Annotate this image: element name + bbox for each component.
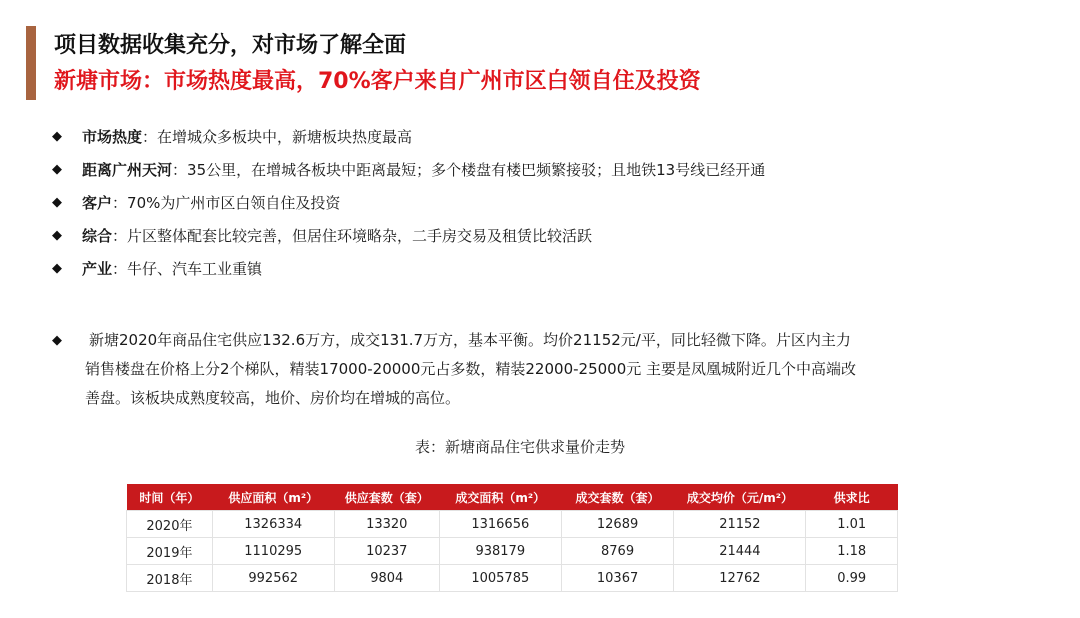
table-cell: 938179 [439,538,561,565]
table-cell: 1110295 [212,538,334,565]
table-cell: 1.01 [806,511,898,538]
diamond-bullet-icon: ◆ [52,195,62,210]
bullet-separator: ： [142,128,158,146]
bullet-label: 市场热度 [82,128,143,146]
table-cell: 2020年 [127,511,213,538]
supply-demand-table [126,484,898,592]
table-row [127,511,898,538]
page-subtitle: 新塘市场：市场热度最高，70%客户来自广州市区白领自住及投资 [54,69,701,94]
table-cell: 1316656 [439,511,561,538]
bullet-label: 客户 [82,194,113,212]
table-cell: 2018年 [127,565,213,592]
paragraph-line: 新塘2020年商品住宅供应132.6万方，成交131.7万方，基本平衡。均价21152元/平，同比轻微下降。片区内主力 [89,331,851,349]
bullet-text: 在增城众多板块中，新塘板块热度最高 [157,128,413,146]
table-cell: 1005785 [439,565,561,592]
table-cell: 2019年 [127,538,213,565]
table-header-row [127,484,898,511]
table-cell: 8769 [561,538,674,565]
bullet-label: 距离广州天河 [82,161,173,179]
bullet-item [52,256,1042,289]
bullet-text: 牛仔、汽车工业重镇 [127,260,263,278]
page-title: 项目数据收集充分，对市场了解全面 [54,33,407,58]
table-row [127,538,898,565]
table-cell: 21444 [674,538,806,565]
bullet-separator: ： [112,227,128,245]
col-header-supply-area: 供应面积（m²） [212,484,334,511]
table-cell: 12762 [674,565,806,592]
bullet-text: 片区整体配套比较完善，但居住环境略杂，二手房交易及租赁比较活跃 [127,227,593,245]
bullet-text: 70%为广州市区白领自住及投资 [127,194,341,212]
table-cell: 10237 [334,538,439,565]
table-row [127,565,898,592]
table-cell: 9804 [334,565,439,592]
diamond-bullet-icon: ◆ [52,333,62,348]
bullet-separator: ： [112,260,128,278]
col-header-avg-price: 成交均价（元/m²） [674,484,806,511]
market-summary-paragraph [52,326,1012,413]
col-header-year: 时间（年） [127,484,213,511]
col-header-deal-area: 成交面积（m²） [439,484,561,511]
table-cell: 1326334 [212,511,334,538]
bullet-item [52,157,1042,190]
bullet-label: 综合 [82,227,113,245]
slide-header [26,26,1056,100]
table-caption-wrap [0,436,1080,457]
diamond-bullet-icon: ◆ [52,129,62,144]
diamond-bullet-icon: ◆ [52,261,62,276]
paragraph-text [85,326,1012,413]
paragraph-line: 善盘。该板块成熟度较高，地价、房价均在增城的高位。 [85,389,461,407]
table-cell: 1.18 [806,538,898,565]
diamond-bullet-icon: ◆ [52,228,62,243]
table-cell: 21152 [674,511,806,538]
col-header-supply-units: 供应套数（套） [334,484,439,511]
title-accent-bar [26,26,36,100]
table-caption: 表：新塘商品住宅供求量价走势 [414,438,625,456]
table-cell: 10367 [561,565,674,592]
table-cell: 12689 [561,511,674,538]
bullet-label: 产业 [82,260,113,278]
diamond-bullet-icon: ◆ [52,162,62,177]
bullet-item [52,223,1042,256]
table-cell: 13320 [334,511,439,538]
bullet-text: 35公里，在增城各板块中距离最短；多个楼盘有楼巴频繁接驳；且地铁13号线已经开通 [187,161,766,179]
table-cell: 992562 [212,565,334,592]
col-header-ratio: 供求比 [806,484,898,511]
col-header-deal-units: 成交套数（套） [561,484,674,511]
bullet-item [52,190,1042,223]
bullet-separator: ： [112,194,128,212]
bullet-list [52,124,1042,289]
bullet-separator: ： [172,161,188,179]
paragraph-line: 销售楼盘在价格上分2个梯队，精装17000-20000元占多数，精装22000-25000元 主要是凤凰城附近几个中高端改 [85,360,857,378]
bullet-item [52,124,1042,157]
table-cell: 0.99 [806,565,898,592]
